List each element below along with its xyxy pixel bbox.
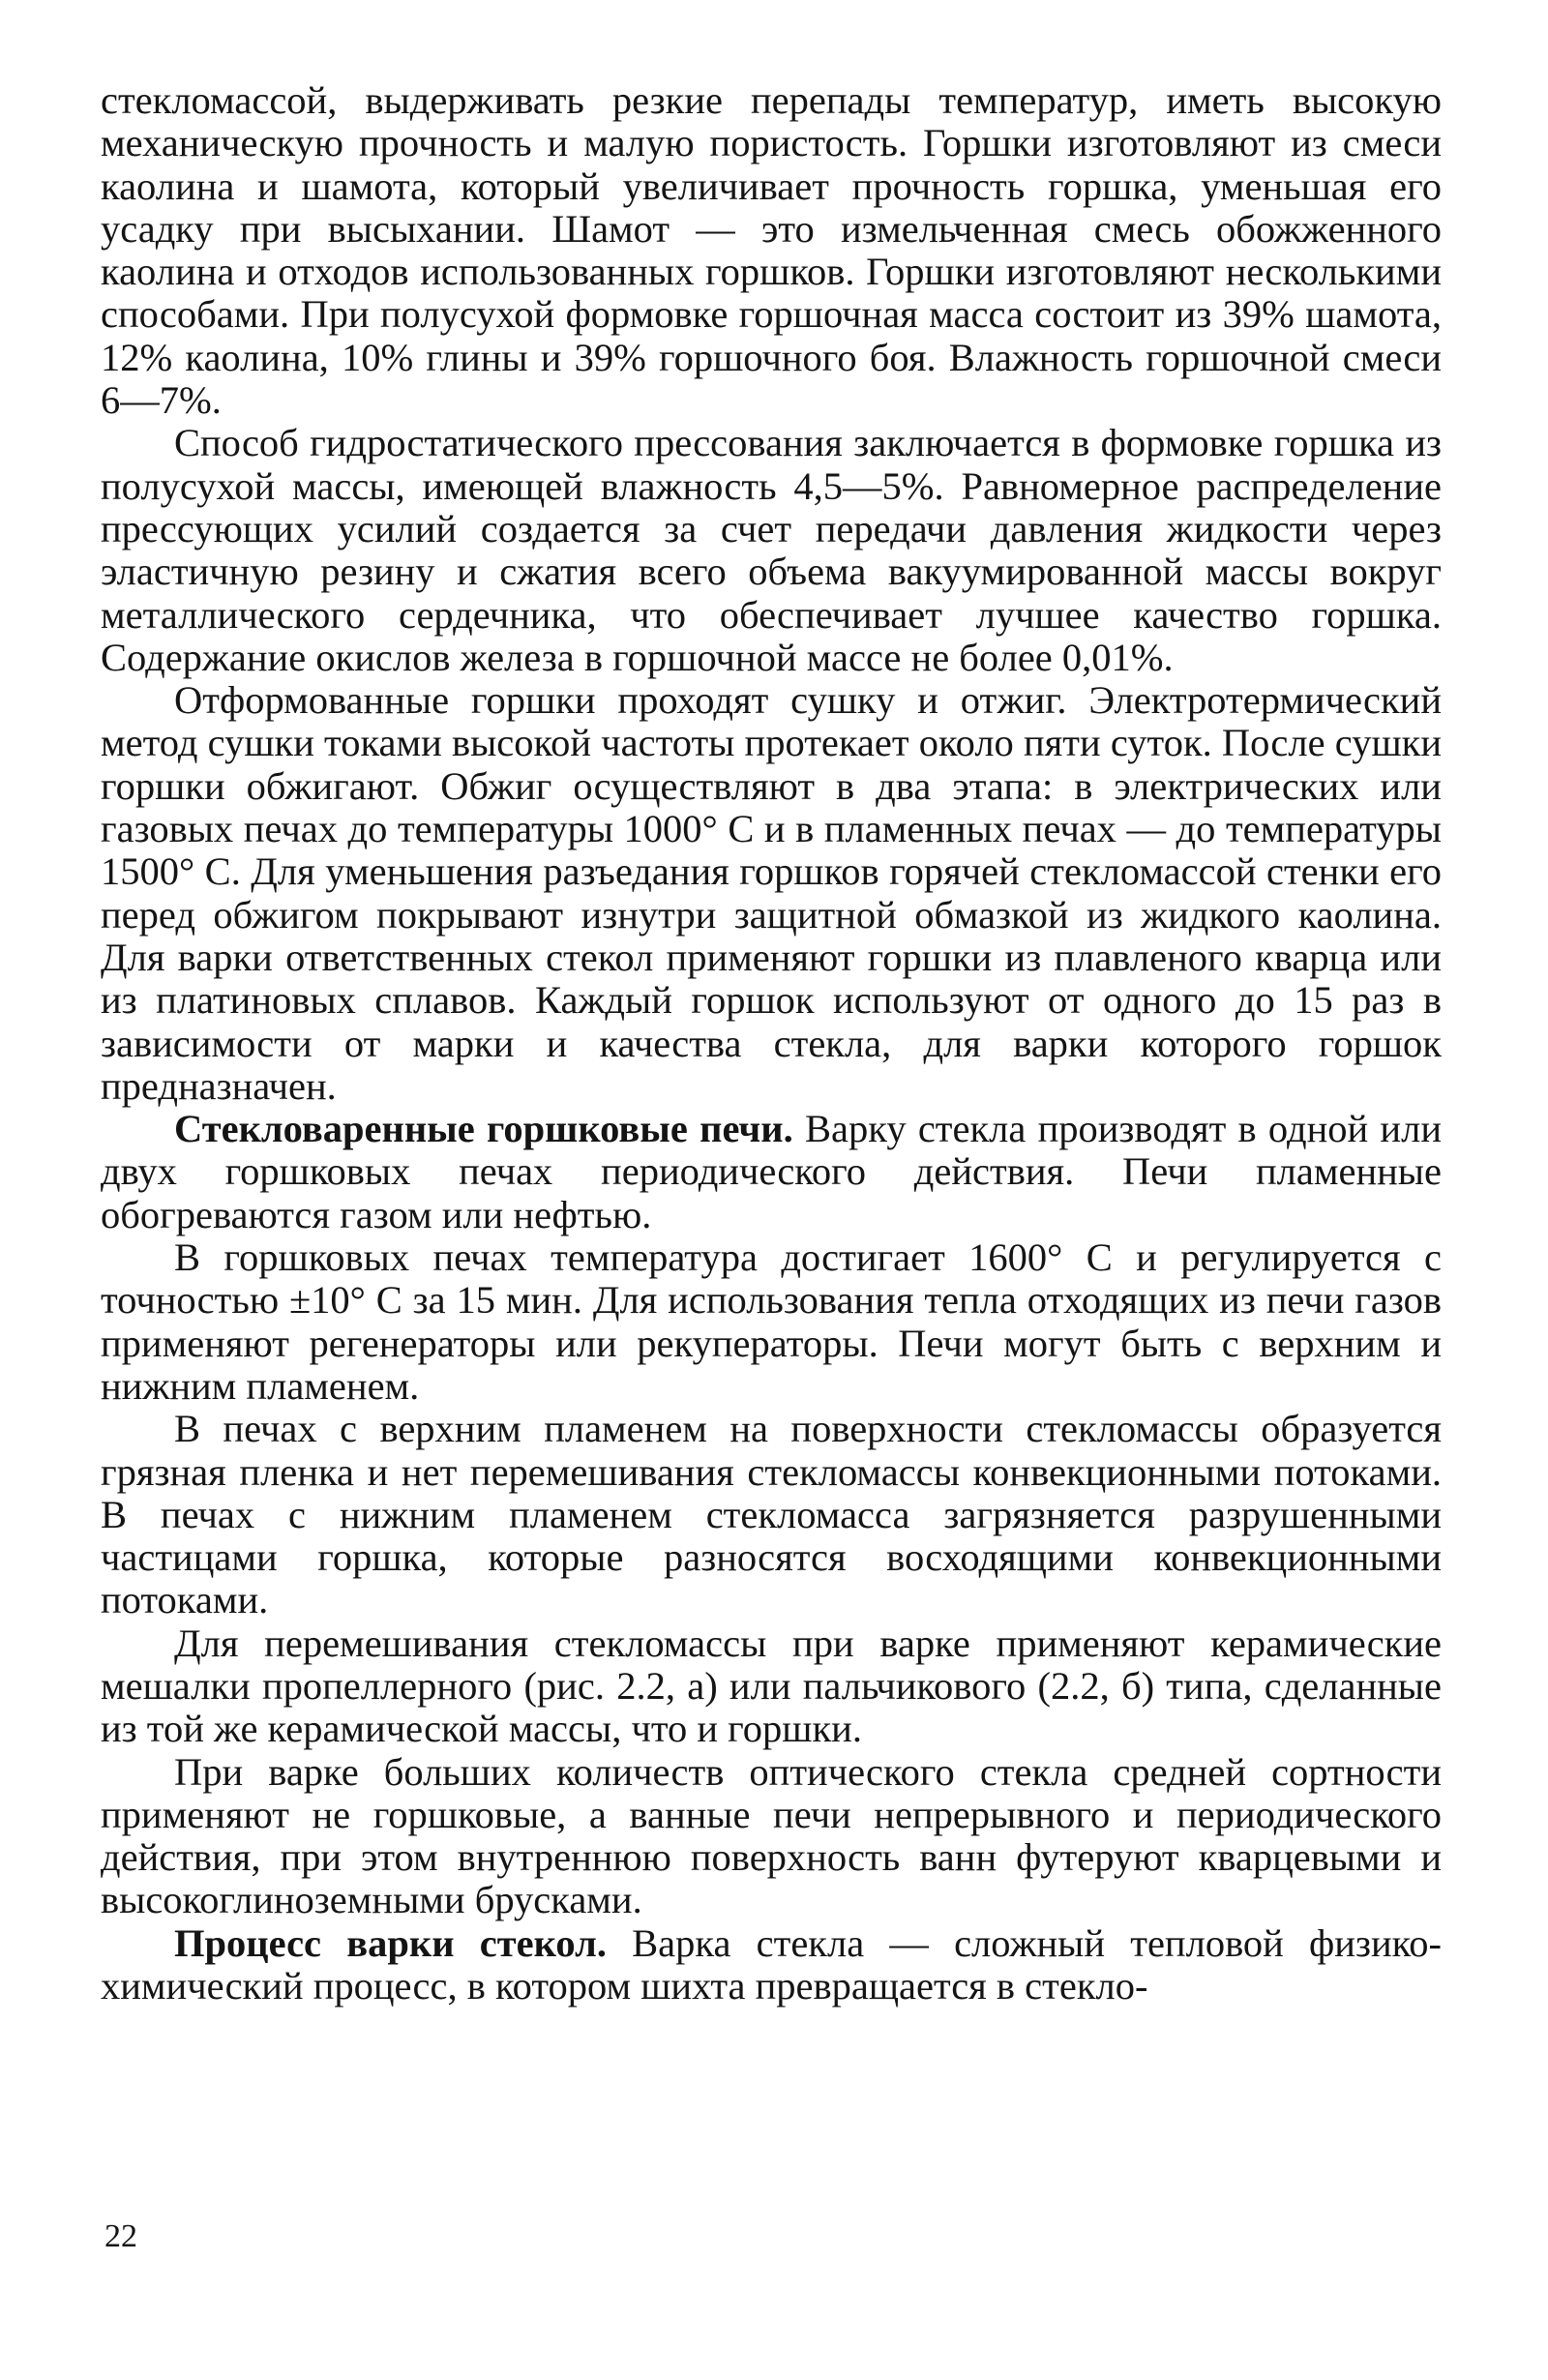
paragraph-3: Отформованные горшки проходят сушку и отжиг. Электротермический метод сушки токами высокой частоты протекает около пяти суток. После сушки горшки обжигают. Обжиг осуществляют в два этапа: в электрических или газовых печах до температуры 1000° С и в пламенных печах — до температуры 1500° С. Для уменьшения разъедания горшков горячей стекломассой стенки его перед обжигом покрывают изнутри защитной обмазкой из жидкого каолина. Для варки ответственных стекол применяют горшки из плавленого кварца или из платиновых сплавов. Каждый горшок используют от одного до 15 раз в зависимости от марки и качества стекла, для варки которого горшок предназначен. — [101, 678, 1442, 1108]
paragraph-4 — [101, 1108, 1442, 1236]
paragraph-9-text: Варка стекла — сложный тепловой физико-химический процесс, в котором шихта превращается в стекло- — [101, 1920, 1442, 2008]
section-heading-pot-furnaces: Стекловаренные горшковые печи. — [174, 1107, 793, 1151]
page-number: 22 — [104, 2218, 137, 2254]
section-heading-glass-melting: Процесс варки стекол. — [174, 1920, 607, 1965]
paragraph-5: В горшковых печах температура достигает 1600° С и регулируется с точностью ±10° С за 15 мин. Для использования тепла отходящих из печи газов применяют регенераторы или рекуператоры. Печи могут быть с верхним и нижним пламенем. — [101, 1235, 1442, 1408]
paragraph-9 — [101, 1922, 1442, 2008]
paragraph-1: стекломассой, выдерживать резкие перепады температур, иметь высокую механическую прочность и малую пористость. Горшки изготовляют из смеси каолина и шамота, который увеличивает прочность горшка, уменьшая его усадку при высыхании. Шамот — это измельченная смесь обожженного каолина и отходов использованных горшков. Горшки изготовляют несколькими способами. При полусухой формовке горшочная масса состоит из 39% шамота, 12% каолина, 10% глины и 39% горшочного боя. Влажность горшочной смеси 6—7%. — [101, 78, 1442, 423]
paragraph-8: При варке больших количеств оптического стекла средней сортности применяют не горшковые, а ванные печи непрерывного и периодического действия, при этом внутреннюю поверхность ванн футеруют кварцевыми и высокоглиноземными брусками. — [101, 1749, 1442, 1922]
paragraph-2: Способ гидростатического прессования заключается в формовке горшка из полусухой массы, имеющей влажность 4,5—5%. Равномерное распределение прессующих усилий создается за счет передачи давления жидкости через эластичную резину и сжатия всего объема вакуумированной массы вокруг металлического сердечника, что обеспечивает лучшее качество горшка. Содержание окислов железа в горшочной массе не более 0,01%. — [101, 421, 1442, 679]
page-body — [101, 79, 1442, 2008]
paragraph-7: Для перемешивания стекломассы при варке применяют керамические мешалки пропеллерного (рис. 2.2, а) или пальчикового (2.2, б) типа, сделанные из той же керамической массы, что и горшки. — [101, 1621, 1442, 1751]
paragraph-6: В печах с верхним пламенем на поверхности стекломассы образуется грязная пленка и нет перемешивания стекломассы конвекционными потоками. В печах с нижним пламенем стекломасса загрязняется разрушенными частицами горшка, которые разносятся восходящими конвекционными потоками. — [101, 1407, 1442, 1622]
paragraph-4-text: Варку стекла производят в одной или двух горшковых печах периодического действия. Печи пламенные обогреваются газом или нефтью. — [101, 1107, 1442, 1236]
